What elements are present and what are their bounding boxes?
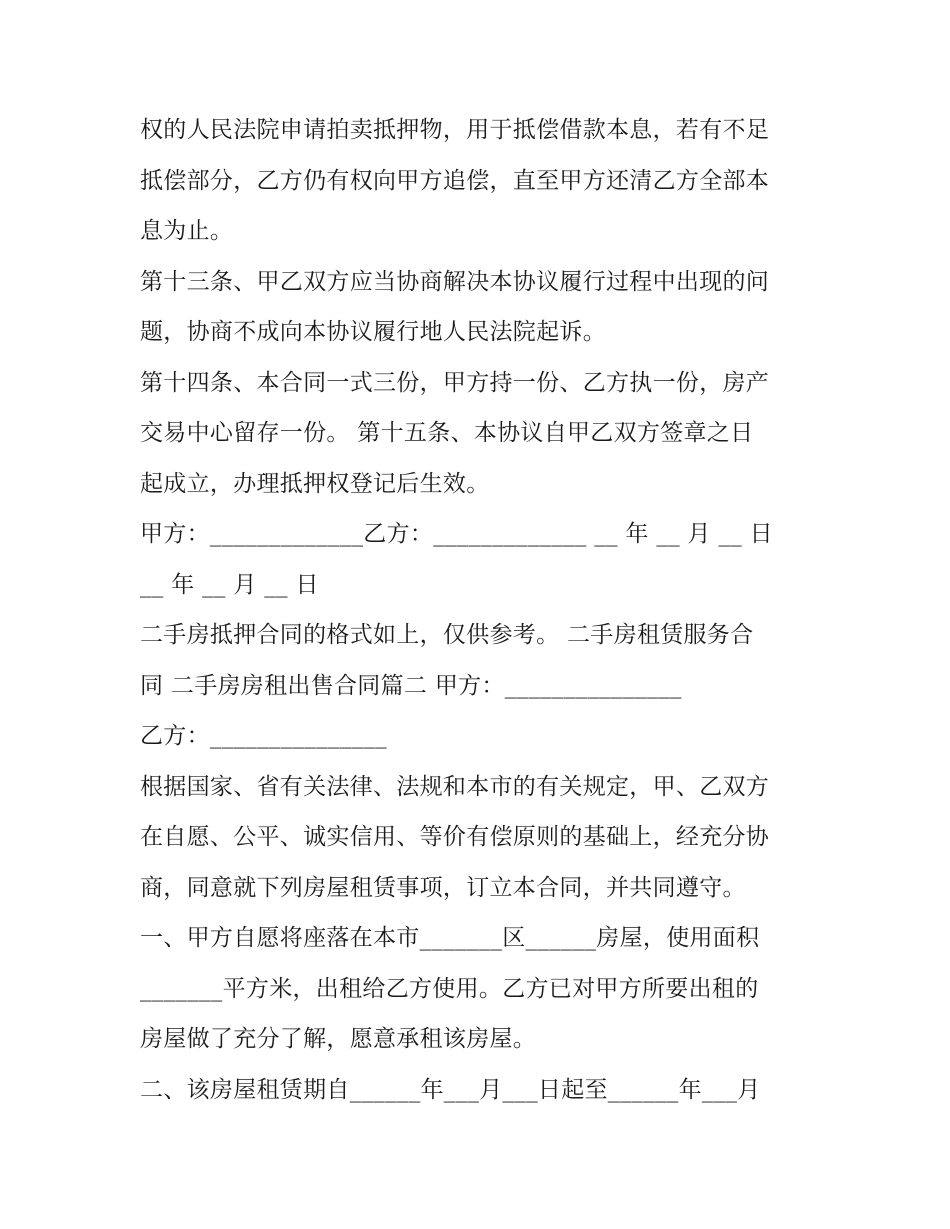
text-line: 同 二手房房租出售合同篇二 甲方：_______________: [140, 672, 682, 699]
text-line: 权的人民法院申请拍卖抵押物，用于抵偿借款本息，若有不足: [140, 117, 770, 143]
text-line: 二、该房屋租赁期自______年___月___日起至______年___月: [140, 1076, 761, 1103]
text-line: 二手房抵押合同的格式如上，仅供参考。 二手房租赁服务合: [140, 622, 754, 648]
text-line: 根据国家、省有关法律、法规和本市的有关规定，甲、乙双方: [140, 773, 770, 800]
text-line: 一、甲方自愿将座落在本市_______区______房屋，使用面积: [140, 925, 760, 951]
text-line: 在自愿、公平、诚实信用、等价有偿原则的基础上，经充分协: [140, 824, 770, 850]
date-line: __ 年 __ 月 __ 日: [140, 571, 319, 598]
text-line: 交易中心留存一份。 第十五条、本协议自甲乙双方签章之日: [140, 420, 754, 446]
text-line: _______平方米，出租给乙方使用。乙方已对甲方所要出租的: [140, 975, 759, 1002]
signature-line: 甲方：_____________乙方：_____________ __ 年 __ 月 __ 日: [140, 521, 773, 547]
party-line: 乙方：_______________: [140, 723, 387, 749]
document-body: [140, 105, 820, 1115]
text-line: 题，协商不成向本协议履行地人民法院起诉。: [140, 319, 606, 345]
text-line: 第十三条、甲乙双方应当协商解决本协议履行过程中出现的问: [140, 268, 770, 295]
text-line: 商，同意就下列房屋租赁事项，订立本合同，并共同遵守。: [140, 874, 746, 901]
text-line: 抵偿部分，乙方仍有权向甲方追偿，直至甲方还清乙方全部本: [140, 167, 770, 194]
text-line: 起成立，办理抵押权登记后生效。: [140, 470, 490, 497]
text-line: 房屋做了充分了解，愿意承租该房屋。: [140, 1026, 537, 1052]
text-line: 息为止。: [140, 218, 234, 244]
text-line: 第十四条、本合同一式三份，甲方持一份、乙方执一份，房产: [140, 369, 770, 396]
